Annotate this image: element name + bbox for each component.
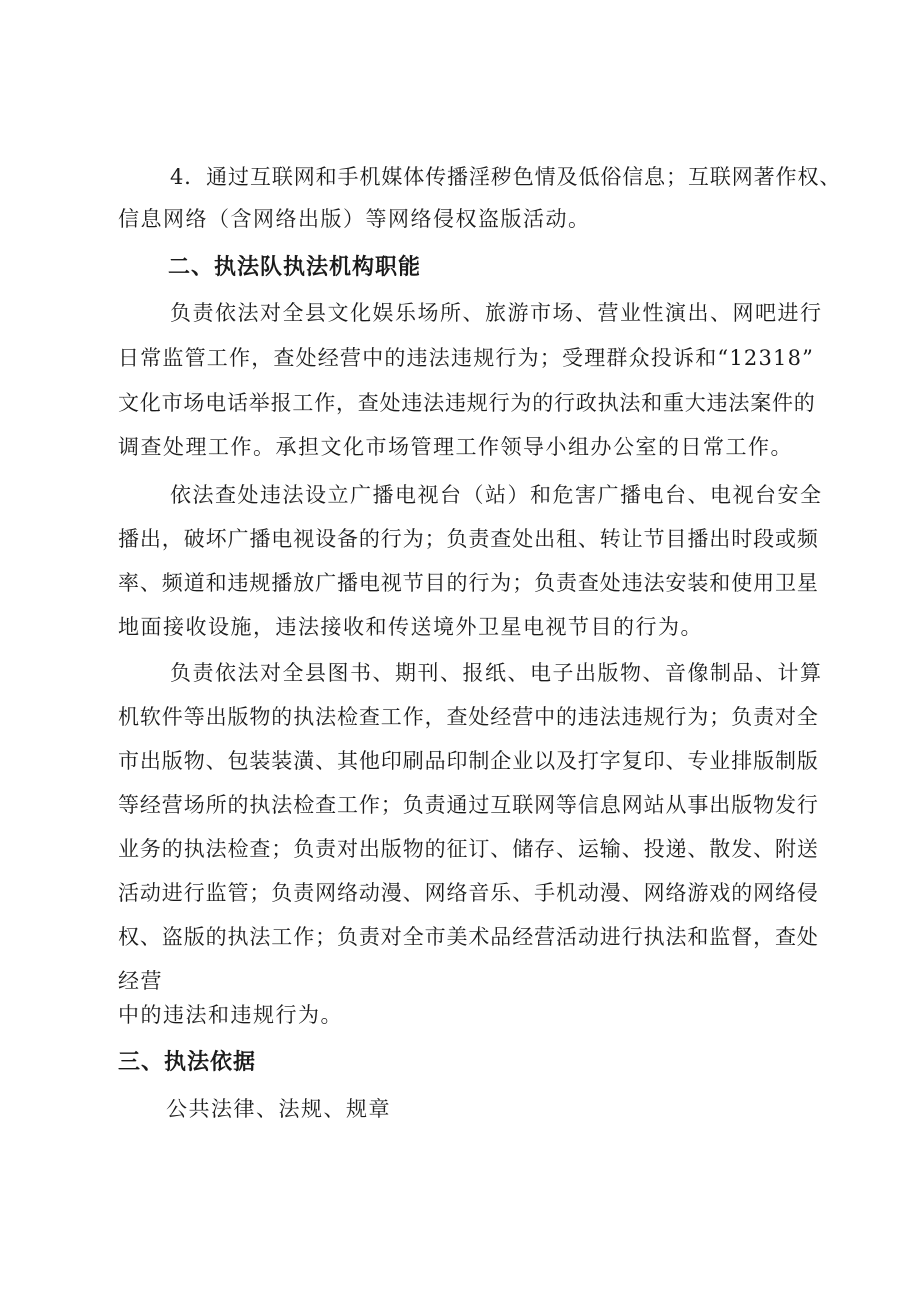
para-3-line-2: 机软件等出版物的执法检查工作，查处经营中的违法违规行为；负责对全 bbox=[118, 705, 819, 729]
para-1-line-4: 调查处理工作。承担文化市场管理工作领导小组办公室的日常工作。 bbox=[118, 435, 793, 459]
para-1-line-3: 文化市场电话举报工作，查处违法违规行为的行政执法和重大违法案件的 bbox=[118, 391, 816, 415]
para-1-line-1: 负责依法对全县文化娱乐场所、旅游市场、营业性演出、网吧进行 bbox=[170, 301, 823, 325]
para-3-line-5: 业务的执法检查；负责对出版物的征订、储存、运输、投递、散发、附送 bbox=[118, 837, 819, 861]
para-1-line-2: 日常监管工作，查处经营中的违法违规行为；受理群众投诉和“12318” bbox=[118, 346, 815, 370]
item-4-line-2: 信息网络（含网络出版）等网络侵权盗版活动。 bbox=[118, 207, 591, 231]
section-3-heading: 三、执法依据 bbox=[118, 1050, 257, 1075]
section-2-heading: 二、执法队执法机构职能 bbox=[168, 255, 422, 280]
item-4-line-1: 4．通过互联网和手机媒体传播淫秽色情及低俗信息；互联网著作权、 bbox=[170, 165, 842, 189]
para-3-line-1: 负责依法对全县图书、期刊、报纸、电子出版物、音像制品、计算 bbox=[170, 661, 823, 685]
para-3-line-4: 等经营场所的执法检查工作；负责通过互联网等信息网站从事出版物发行 bbox=[118, 793, 819, 817]
para-3-line-6: 活动进行监管；负责网络动漫、网络音乐、手机动漫、网络游戏的网络侵 bbox=[118, 881, 819, 905]
para-3-line-7: 权、盗版的执法工作；负责对全市美术品经营活动进行执法和监督，查处 bbox=[118, 925, 819, 949]
para-2-line-3: 率、频道和违规播放广播电视节目的行为；负责查处违法安装和使用卫星 bbox=[118, 571, 819, 595]
section-3-para-line-1: 公共法律、法规、规章 bbox=[166, 1097, 391, 1121]
para-3-line-8: 经营 bbox=[118, 969, 163, 993]
para-2-line-1: 依法查处违法设立广播电视台（站）和危害广播电台、电视台安全 bbox=[170, 483, 823, 507]
para-3-line-3: 市出版物、包装装潢、其他印刷品印制企业以及打字复印、专业排版制版 bbox=[118, 749, 819, 773]
para-3-line-9: 中的违法和违规行为。 bbox=[118, 1003, 343, 1027]
para-2-line-2: 播出，破坏广播电视设备的行为；负责查处出租、转让节目播出时段或频 bbox=[118, 527, 819, 551]
para-2-line-4: 地面接收设施，违法接收和传送境外卫星电视节目的行为。 bbox=[118, 615, 703, 639]
